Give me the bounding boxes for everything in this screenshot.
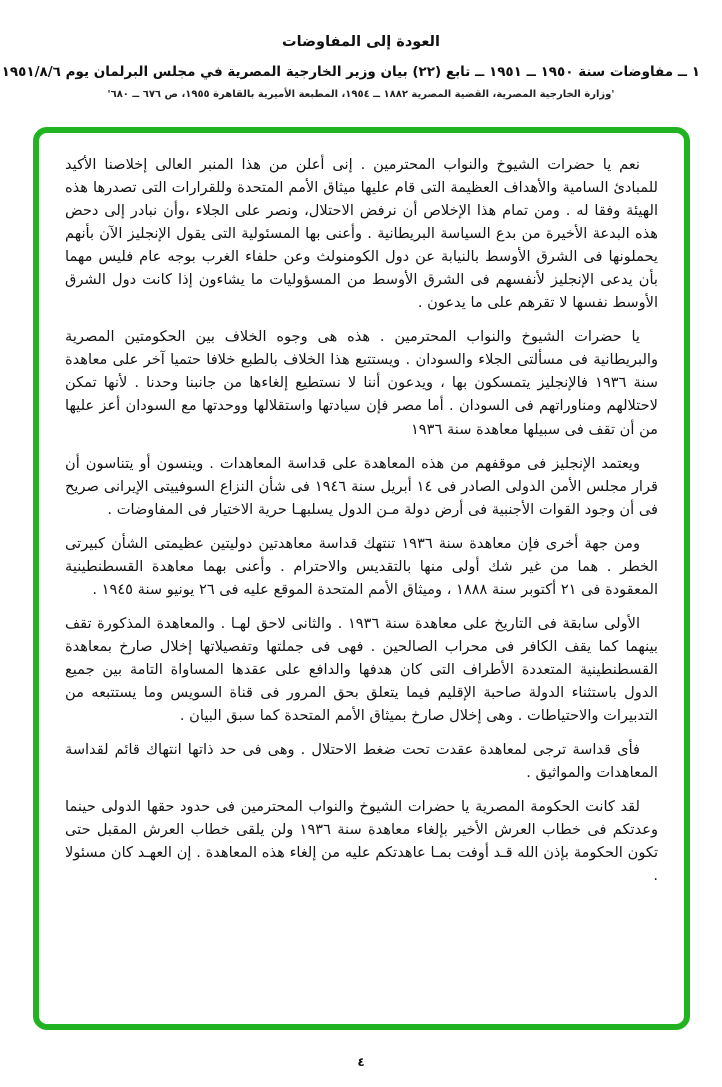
body-paragraph-3: ويعتمد الإنجليز فى موقفهم من هذه المعاهدة على قداسة المعاهدات . وينسون أو يتناسون أن قرار مجلس الأمن الدولى الصادر فى ١٤ أبريل سنة ١٩٤٦ فى شأن النزاع السوفييتى الإيرانى صريح فى أن وجود القوات الأجنبية فى أرض دولة مـن الدول يسلبهـا حرية الاختيار فى المفاوضات . (65, 454, 658, 518)
body-paragraph-6: فأى قداسة ترجى لمعاهدة عقدت تحت ضغط الاحتلال . وهى فى حد ذاتها انتهاك قائم لقداسة المعاهدات والمواثيق . (65, 741, 658, 782)
entry-heading: ١ ــ مفاوضات سنة ١٩٥٠ ــ ١٩٥١ ــ تابع (٢٢) بيان وزير الخارجية المصرية في مجلس البرلمان يوم ١٩٥١/٨/٦ (1, 64, 700, 80)
highlight-border-box (33, 127, 690, 1030)
body-paragraph-1: نعم يا حضرات الشيوخ والنواب المحترمين . إنى أعلن من هذا المنبر العالى إخلاصنا الأكيد للمبادئ السامية والأهداف العظيمة التى قام عليها ميثاق الأمم المتحدة وللقرارات التى تصدرها هذه الهيئة وفقا له . ومن تمام هذا الإخلاص أن نرفض الاحتلال، ونصر على الجلاء ،وأن نبادر إلى دحض هذه البدعة الأخيرة من بدع السياسة البريطانية . وأعنى بها المسئولية التى يقول الإنجليز الآن بأنهم يحملونها فى الشرق الأوسط بالنيابة عن دول الكومنولث وعن حلفاء الغرب بوجه عام فليس مهما بأن يدعى الإنجليز لأنفسهم فى الشرق الأوسط من المسؤوليات ما يشاءون إذا كانت دول الشرق الأوسط نفسها لا تقرهم على ما يدعون . (65, 156, 658, 312)
body-paragraph-7: لقد كانت الحكومة المصرية يا حضرات الشيوخ والنواب المحترمين فى حدود حقها الدولى حينما وعدتكم فى خطاب العرش الأخير بإلغاء معاهدة سنة ١٩٣٦ ولن يلقى خطاب العرش المقبل حتى تكون الحكومة بإذن الله قـد أوفت بمـا عاهدتكم عليه من إلغاء هذه المعاهدة . إن العهـد كان مسئولا . (65, 798, 659, 885)
source-citation: 'وزارة الخارجية المصرية، القضية المصرية ١٨٨٢ ــ ١٩٥٤، المطبعة الأميرية بالقاهرة ١٩٥٥، ص ٦٧٦ ــ ٦٨٠' (107, 89, 615, 100)
page-title: العودة إلى المفاوضات (282, 34, 440, 50)
body-paragraph-2: يا حضرات الشيوخ والنواب المحترمين . هذه هى وجوه الخلاف بين الحكومتين المصرية والبريطانية فى مسألتى الجلاء والسودان . ويستتبع هذا الخلاف بالطبع خلافا حتميا آخر على معاهدة سنة ١٩٣٦ فالإنجليز يتمسكون بها ، ويدعون أننا لا نستطيع إلغاءها من جانبنا وحدنا . لأنها تمكن لاحتلالهم ومناوراتهم فى السودان . أما مصر فإن سيادتها واستقلالها ووحدتها مع السودان أعز عليها من أن تقف فى سبيلها معاهدة سنة ١٩٣٦ (65, 328, 658, 438)
statement-body (65, 153, 658, 887)
document-header (0, 34, 722, 100)
body-paragraph-5: الأولى سابقة فى التاريخ على معاهدة سنة ١٩٣٦ . والثانى لاحق لهـا . والمعاهدة المذكورة تقف بينهما كما يقف الكافر فى محراب الصالحين . فهى فى جملتها وتفصيلاتها إخلال صارخ بمعاهدة القسطنطينية المتعددة الأطراف التى كان هدفها والدافع على عقدها المساواة التامة بين جميع الدول باستثناء الدولة صاحبة الإقليم فيما يتعلق بحق المرور فى قناة السويس وما يستتبعه من التدبيرات والاحتياطات . وهى إخلال صارخ بميثاق الأمم المتحدة كما سبق البيان . (65, 614, 658, 725)
page-number: ٤ (357, 1055, 365, 1069)
body-paragraph-4: ومن جهة أخرى فإن معاهدة سنة ١٩٣٦ تنتهك قداسة معاهدتين دوليتين عظيمتى الشأن كبيرتى الخطر . هما من غير شك أولى منها بالتقديس والاحترام . وأعنى بهما معاهدة القسطنطينية المعقودة فى ٢١ أكتوبر سنة ١٨٨٨ ، وميثاق الأمم المتحدة الموقع عليه فى ٢٦ يونيو سنة ١٩٤٥ . (65, 534, 658, 598)
